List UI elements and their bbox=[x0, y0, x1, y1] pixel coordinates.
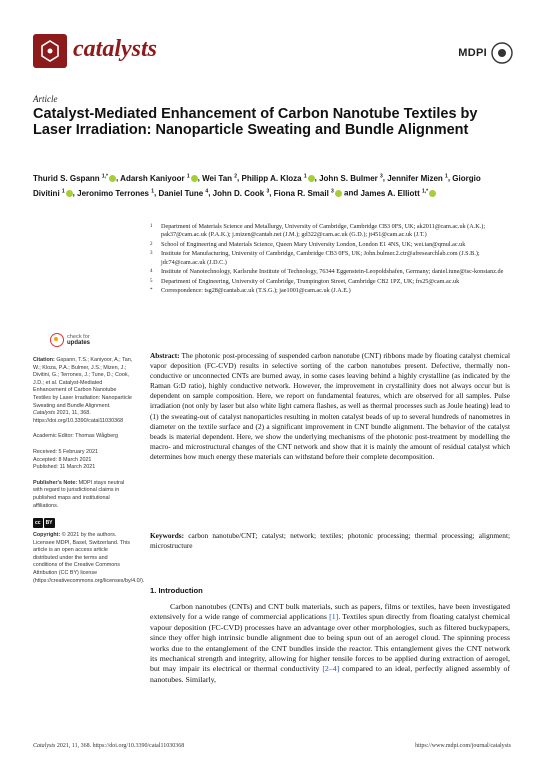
mdpi-icon bbox=[491, 42, 513, 64]
author-name[interactable]: Philipp A. Kloza $^1$ bbox=[241, 174, 314, 183]
author-name[interactable]: Jeronimo Terrones $^1$ bbox=[77, 188, 154, 198]
editor-block: Academic Editor: Thomas Wågberg bbox=[33, 433, 118, 440]
reference-link[interactable]: [2–4] bbox=[322, 664, 340, 674]
hexagon-icon bbox=[37, 38, 63, 64]
orcid-icon[interactable] bbox=[308, 175, 315, 182]
copyright-text: © 2021 by the authors. Licensee MDPI, Basel, Switzerland. This article is an open access article distributed under the terms and conditions of the Creative Commons Attribution (CC BY) license (https://creativecommons.org/licenses/by/4.0/). bbox=[33, 532, 145, 584]
keywords-label: Keywords: bbox=[150, 531, 185, 540]
citation-journal: Catalysts bbox=[33, 410, 56, 417]
check-line1: check for bbox=[67, 333, 90, 340]
author-name[interactable]: Giorgio Divitini $^1$ bbox=[33, 173, 481, 198]
author-name[interactable]: Wei Tan $^2$ bbox=[202, 173, 238, 183]
author-name[interactable]: Daniel Tune $^4$ bbox=[158, 188, 209, 198]
footer-journal: Catalysts bbox=[33, 743, 56, 749]
affiliation-number: 4 bbox=[150, 269, 153, 275]
author-name[interactable]: Adarsh Kaniyoor $^1$ bbox=[120, 174, 197, 183]
by-icon: BY bbox=[45, 520, 53, 527]
affiliation-list bbox=[150, 223, 520, 297]
note-label: Publisher's Note: bbox=[33, 479, 78, 486]
footer-citation bbox=[33, 743, 184, 749]
check-updates-icon bbox=[50, 333, 64, 347]
cc-icon: cc bbox=[35, 520, 41, 527]
journal-logo bbox=[33, 34, 67, 68]
affiliation-text: Institute for Manufacturing, University of Cambridge, Cambridge CB3 0FS, UK; John.bulmer.2.ctr@afresearchlab.com (J.S.B.); jdc74@cam.ac.uk (J.D.C.) bbox=[161, 250, 480, 266]
author-affiliation-sup: 1 bbox=[61, 188, 65, 195]
published-date: Published: 11 March 2021 bbox=[33, 464, 96, 471]
citation-text: Gspann, T.S.; Kaniyoor, A.; Tan, W.; Kloza, P.A.; Bulmer, J.S.; Mizen, J.; Divitini, G.; Terrones, J.; Tune, D.; Cook, J.D.; et al. Catalyst-Mediated Enhancement of Carbon Nanotube Textiles by Laser Irradiation: Nanoparticle Sweating and Bundle Alignment. bbox=[33, 357, 133, 409]
author-affiliation-sup: 1 bbox=[303, 173, 307, 179]
author-affiliation-sup: 1,* bbox=[421, 188, 429, 195]
keywords bbox=[150, 531, 510, 551]
copyright-block bbox=[33, 532, 145, 585]
publisher-logo bbox=[458, 42, 513, 64]
section-heading: 1. Introduction bbox=[150, 586, 203, 595]
author-name[interactable]: James A. Elliott $^{1,*}$ bbox=[360, 189, 436, 198]
check-line2: updates bbox=[67, 340, 91, 346]
cc-license-badge[interactable] bbox=[33, 518, 133, 528]
footer-url[interactable]: https://www.mdpi.com/journal/catalysts bbox=[415, 743, 511, 749]
check-for-updates-button[interactable] bbox=[50, 333, 133, 347]
author-affiliation-sup: 3 bbox=[266, 188, 270, 195]
author-affiliation-sup: 1 bbox=[445, 173, 448, 179]
affiliation-number: * bbox=[150, 288, 153, 294]
page-header bbox=[33, 34, 513, 74]
affiliation-text: Department of Materials Science and Metallurgy, University of Cambridge, Cambridge CB3 0FS, UK; ak2011@cam.ac.uk (A.K.); pak37@cam.ac.uk (P.A.K.); j.mizen@cantab.net (J.M.); gd322@cam.ac.uk (G.D.); jt451@cam.ac.uk (J.T.) bbox=[161, 223, 486, 239]
article-type: Article bbox=[33, 94, 58, 104]
author-affiliation-sup: 3 bbox=[331, 188, 334, 195]
author-affiliation-sup: 1,* bbox=[101, 173, 109, 179]
author-name[interactable]: John S. Bulmer $^3$ bbox=[319, 173, 383, 183]
copyright-label: Copyright: bbox=[33, 532, 61, 539]
author-name[interactable]: Jennifer Mizen $^1$ bbox=[387, 173, 448, 183]
affiliation-text: Institute of Nanotechnology, Karlsruhe Institute of Technology, 76344 Eggenstein-Leopoldshafen, Germany; daniel.tune@isc-konstanz.de bbox=[161, 268, 504, 276]
note-text: MDPI stays neutral with regard to jurisdictional claims in published maps and institutional affiliations. bbox=[33, 479, 125, 509]
orcid-icon[interactable] bbox=[191, 175, 198, 182]
publisher-name: MDPI bbox=[458, 47, 487, 59]
intro-paragraph: Carbon nanotubes (CNTs) and CNT bulk materials, such as papers, films or textiles, have been investigated extensively for a wide range of commercial applications [1]. Textiles spun directly from floating catalyst chemical vapour deposition (FC-CVD) processes have an advantage over other morphologies, such as filtered buckypapers, since they offer high intrinsic bundle alignment due to being spun out of an aerogel cloud. The spinning process works due to the entanglement of the CNT bundles inside the reactor. This entanglement gives the CNT network its mechanical strength and integrity, allowing for higher tensile forces to be applied during extraction of aerogel, but may impair its electrical or thermal conductivity [2–4] compared to an ideal, perfectly aligned assembly of nanotubes. Similarly, bbox=[150, 602, 510, 684]
author-affiliation-sup: 1 bbox=[186, 173, 190, 179]
received-date: Received: 5 February 2021 bbox=[33, 448, 99, 455]
author-affiliation-sup: 4 bbox=[205, 188, 209, 195]
affiliation-item bbox=[150, 223, 520, 240]
dates-block bbox=[33, 449, 133, 472]
orcid-icon[interactable] bbox=[109, 175, 116, 182]
publisher-note bbox=[33, 480, 133, 510]
author-affiliation-sup: 1 bbox=[151, 188, 154, 195]
affiliation-number: 1 bbox=[150, 224, 153, 229]
accepted-date: Accepted: 8 March 2021 bbox=[33, 456, 92, 463]
abstract-text: The photonic post-processing of suspended carbon nanotube (CNT) ribbons made by floating catalyst chemical vapor deposition (FC-CVD) results in selective sorting of the carbon nanotubes present. Defective, thermally non-conductive or unconnected CNTs are burned away, in some cases leaving behind a highly crystalline (as indicated by the Raman G:D ratio), highly conductive network. However, the improvement in crystallinity does not always occur but is dependent on sample composition. Here, we report on fundamental features, which are observed for all samples. Pulse irradiation (not only by laser but also white light camera flashes, as well as thermal processes such as Joule heating) lead to (1) the sweating-out of catalyst nanoparticles resulting in molten catalyst beads of up to several hundreds of nanometres in diameter on the textile surface and (2) a significant improvement in CNT bundle alignment. The behavior of the catalyst beads is material dependent. Here, we show the underlying mechanisms of the photonic post-treatment by modelling the macro- and microstructural changes of the CNT network and show that it is mainly the amount of residual catalyst which determines how much energy these materials can withstand before their complete decomposition. bbox=[150, 351, 510, 461]
affiliation-item bbox=[150, 250, 520, 267]
citation-block bbox=[33, 357, 133, 425]
affiliation-number: 3 bbox=[150, 251, 153, 257]
citation-tail[interactable]: 2021, 11, 368. https://doi.org/10.3390/catal11030368 bbox=[33, 410, 124, 424]
affiliation-item bbox=[150, 241, 520, 249]
affiliation-number: 2 bbox=[150, 241, 153, 247]
keywords-text: carbon nanotube/CNT; catalyst; network; textiles; photonic processing; thermal processing; alignment; microstructure bbox=[150, 531, 510, 551]
author-name[interactable]: Fiona R. Smail $^3$ bbox=[274, 189, 342, 198]
orcid-icon[interactable] bbox=[335, 190, 342, 197]
abstract bbox=[150, 351, 510, 462]
affiliation-item bbox=[150, 268, 520, 276]
orcid-icon[interactable] bbox=[66, 190, 73, 197]
author-name[interactable]: Thurid S. Gspann $^{1,*}$ bbox=[33, 174, 116, 183]
affiliation-item bbox=[150, 278, 520, 286]
affiliation-text: Correspondence: tsg28@cantab.ac.uk (T.S.G.); jae1001@cam.ac.uk (J.A.E.) bbox=[161, 287, 351, 295]
author-list: Thurid S. Gspann $^{1,*}$ , Adarsh Kaniyoor $^1$ , Wei Tan $^2$, Philipp A. Kloza $^1$ , John S. Bulmer $^3$, Jennifer Mizen $^1$, Giorgio Divitini $^1$ , Jeronimo Terrones $^1$, Daniel Tune $^4$, John D. Cook $^3$, Fiona R. Smail $^3$ and James A. Elliott $^{1,*}$ bbox=[33, 173, 481, 198]
affiliation-text: School of Engineering and Materials Science, Queen Mary University London, London E1 4NS, UK; wei.tan@qmul.ac.uk bbox=[161, 240, 466, 248]
sidebar bbox=[33, 333, 145, 593]
journal-name: catalysts bbox=[73, 36, 157, 62]
affiliation-number: 5 bbox=[150, 278, 153, 284]
author-affiliation-sup: 3 bbox=[380, 173, 383, 179]
citation-label: Citation: bbox=[33, 357, 55, 363]
affiliation-text: Department of Engineering, University of Cambridge, Trumpington Street, Cambridge CB2 1PZ, UK; frs25@cam.ac.uk bbox=[161, 277, 460, 285]
reference-link[interactable]: [1] bbox=[329, 612, 339, 622]
abstract-label: Abstract: bbox=[150, 351, 180, 360]
author-affiliation-sup: 2 bbox=[234, 173, 238, 179]
affiliation-item bbox=[150, 287, 520, 295]
article-title: Catalyst-Mediated Enhancement of Carbon Nanotube Textiles by Laser Irradiation: Nanoparticle Sweating and Bundle Alignment bbox=[33, 106, 478, 138]
footer-doi[interactable]: 2021, 11, 368. https://doi.org/10.3390/catal11030368 bbox=[56, 743, 185, 749]
author-name[interactable]: John D. Cook $^3$ bbox=[212, 188, 270, 198]
orcid-icon[interactable] bbox=[429, 190, 436, 197]
